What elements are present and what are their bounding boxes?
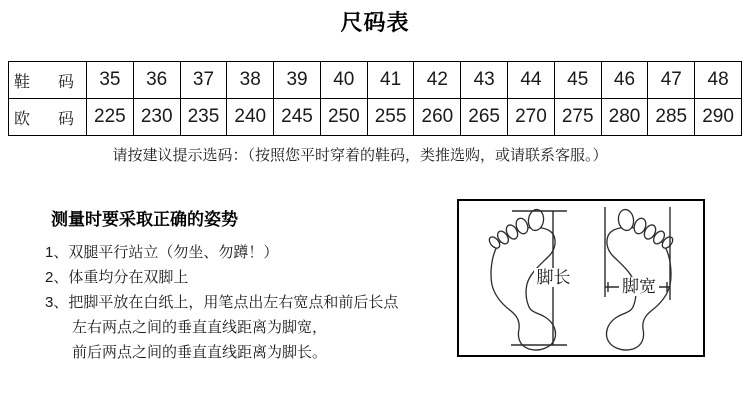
row-label-char: 鞋 (14, 73, 31, 91)
guide-step: 3、把脚平放在白纸上，用笔点出左右宽点和前后长点 (45, 294, 399, 311)
eu-cell: 250 (320, 99, 367, 136)
eu-cell: 285 (648, 99, 695, 136)
eu-cell: 240 (227, 99, 274, 136)
size-cell: 43 (461, 62, 508, 99)
row-label-char: 欧 (14, 110, 31, 128)
size-cell: 47 (648, 62, 695, 99)
measuring-guide (45, 209, 455, 365)
eu-cell: 255 (367, 99, 414, 136)
eu-cell: 235 (180, 99, 227, 136)
shoe-size-row-label (9, 62, 87, 99)
eu-size-row-label (9, 99, 87, 136)
eu-cell: 270 (508, 99, 555, 136)
guide-steps (45, 240, 455, 365)
size-cell: 42 (414, 62, 461, 99)
eu-cell: 260 (414, 99, 461, 136)
guide-step-continuation: 左右两点之间的垂直直线距离为脚宽， (72, 319, 328, 336)
size-cell: 40 (320, 62, 367, 99)
eu-cell: 290 (695, 99, 742, 136)
size-cell: 45 (554, 62, 601, 99)
size-cell: 37 (180, 62, 227, 99)
row-label-char: 码 (57, 73, 74, 91)
eu-cell: 245 (274, 99, 321, 136)
eu-cell: 230 (133, 99, 180, 136)
size-cell: 46 (601, 62, 648, 99)
page-title: 尺码表 (340, 10, 410, 35)
size-cell: 36 (133, 62, 180, 99)
size-cell: 39 (274, 62, 321, 99)
guide-heading: 测量时要采取正确的姿势 (51, 210, 238, 229)
table-row-eu-size (9, 99, 742, 136)
size-cell: 48 (695, 62, 742, 99)
size-cell: 35 (87, 62, 134, 99)
size-cell: 41 (367, 62, 414, 99)
guide-step: 1、双腿平行站立（勿坐、勿蹲！） (45, 244, 279, 261)
guide-step: 2、体重均分在双脚上 (45, 269, 189, 286)
guide-step-continuation: 前后两点之间的垂直直线距离为脚长。 (72, 344, 328, 361)
eu-cell: 265 (461, 99, 508, 136)
row-label-char: 码 (57, 110, 74, 128)
foot-diagram-svg (457, 199, 705, 357)
foot-measurement-diagram (457, 199, 705, 357)
size-table (8, 61, 742, 136)
foot-width-label: 脚宽 (622, 277, 656, 296)
size-cell: 38 (227, 62, 274, 99)
table-row-shoe-size (9, 62, 742, 99)
eu-cell: 275 (554, 99, 601, 136)
size-selection-notice: 请按建议提示选码：（按照您平时穿着的鞋码，类推选购，或请联系客服。） (112, 147, 608, 164)
eu-cell: 225 (87, 99, 134, 136)
size-cell: 44 (508, 62, 555, 99)
eu-cell: 280 (601, 99, 648, 136)
foot-length-label: 脚长 (536, 268, 571, 287)
